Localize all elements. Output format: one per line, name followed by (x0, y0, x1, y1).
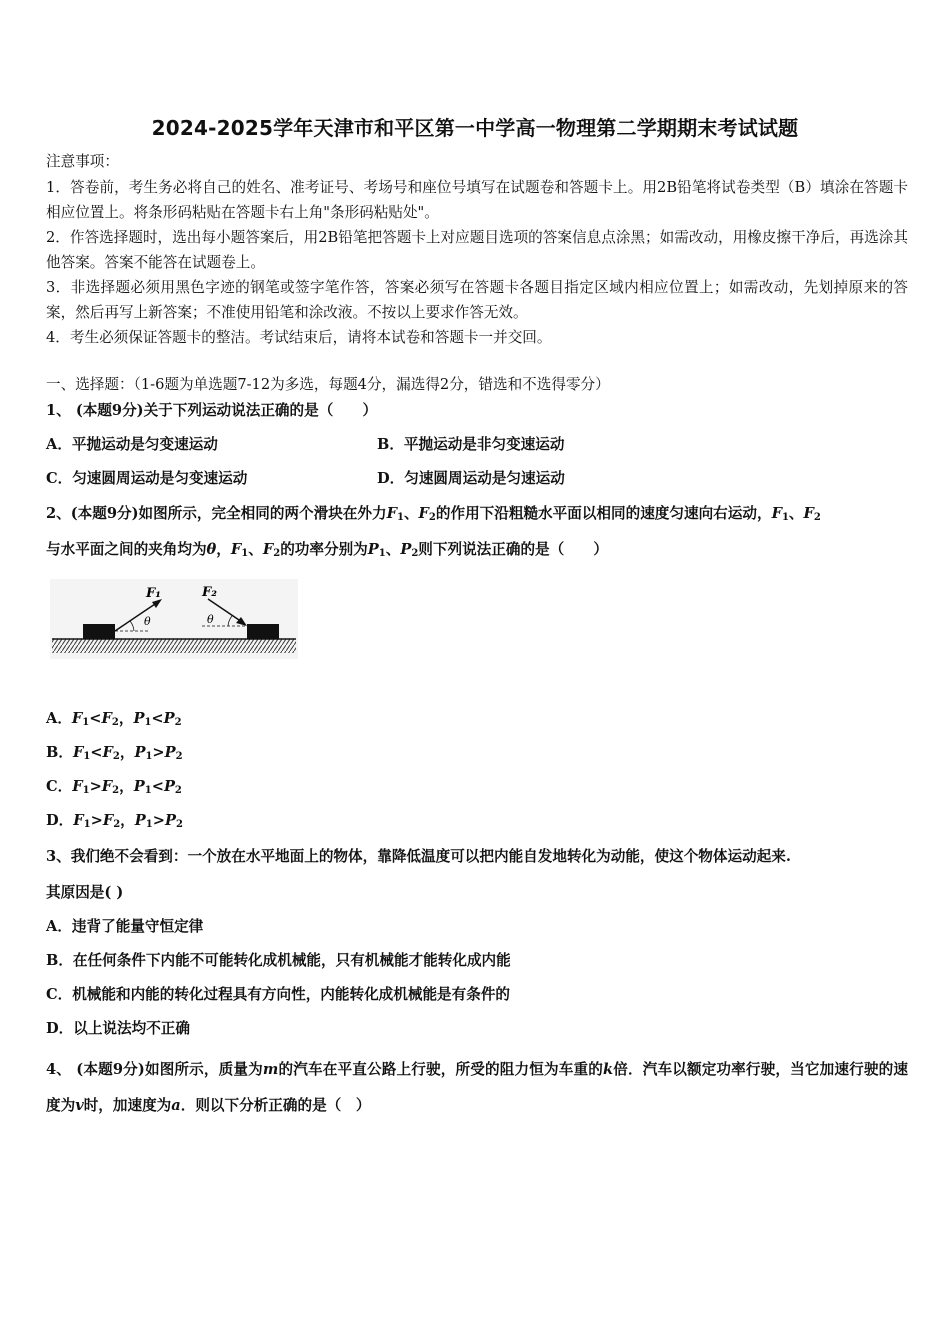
q2-text-part: 则下列说法正确的是（ ） (418, 541, 609, 558)
option-label: C． (46, 778, 73, 795)
subscript: 2 (175, 819, 183, 830)
q2-text-part: 的作用下沿粗糙水平面以相同的速度匀速向右运动， (435, 505, 772, 522)
relation: > (90, 812, 103, 829)
question-3-option-c: C．机械能和内能的转化过程具有方向性，内能转化成机械能是有条件的 (46, 986, 511, 1003)
subscript: 1 (781, 512, 789, 523)
separator: 、 (403, 505, 419, 522)
subscript: 2 (411, 548, 419, 559)
subscript: 2 (112, 785, 120, 796)
question-4-stem (46, 1052, 908, 1124)
force-symbol: F (73, 812, 84, 829)
subscript: 2 (813, 512, 821, 523)
relation: < (151, 710, 164, 727)
subscript: 2 (112, 751, 120, 762)
q2-text-part: 的功率分别为 (280, 541, 368, 558)
force-symbol: F (418, 505, 429, 522)
separator: 、 (248, 541, 263, 558)
subscript: 1 (82, 785, 90, 796)
force-symbol: F (771, 505, 782, 522)
power-symbol: P (164, 812, 176, 829)
q4-text-part: ．则以下分析正确的是（ ） (180, 1097, 371, 1114)
subscript: 1 (144, 785, 152, 796)
subscript: 2 (174, 785, 182, 796)
question-1-stem: 1、 (本题9分)关于下列运动说法正确的是（ ） (46, 402, 378, 419)
subscript: 2 (273, 548, 281, 559)
notice-item-3: 3．非选择题必须用黑色字迹的钢笔或签字笔作答，答案必须写在答题卡各题目指定区域内相应位置上；如需改动，先划掉原来的答案，然后再写上新答案；不准使用铅笔和涂改液。不按以上要求作答无效。 (46, 279, 908, 321)
section-heading: 一、选择题：（1-6题为单选题7-12为多选，每题4分，漏选得2分，错选和不选得零分） (46, 376, 610, 393)
subscript: 2 (111, 717, 119, 728)
force-symbol: F (72, 744, 84, 761)
subscript: 1 (396, 512, 404, 523)
question-2-stem-line-2 (46, 540, 608, 564)
power-symbol: P (134, 744, 146, 761)
question-1-option-b: B．平抛运动是非匀变速运动 (377, 436, 565, 453)
force-symbol: F (101, 778, 113, 795)
power-symbol: P (164, 744, 176, 761)
subscript: 2 (174, 717, 182, 728)
question-2-stem-line-1 (46, 504, 821, 528)
question-2-option-c (46, 777, 182, 801)
subscript: 1 (83, 819, 91, 830)
separator: ， (216, 541, 231, 558)
velocity-symbol: v (75, 1097, 84, 1114)
subscript: 1 (82, 717, 90, 728)
force-symbol: F (102, 744, 113, 761)
subscript: 2 (113, 819, 121, 830)
subscript: 1 (145, 819, 153, 830)
separator: ， (118, 710, 134, 727)
subscript: 1 (83, 751, 91, 762)
force-symbol: F (102, 812, 114, 829)
question-1-option-a: A．平抛运动是匀变速运动 (46, 436, 218, 453)
page-title: 2024-2025学年天津市和平区第一中学高一物理第二学期期末考试试题 (151, 116, 799, 140)
right-slider-block (247, 624, 279, 639)
option-label: A． (46, 710, 72, 727)
theta-label-right: θ (207, 613, 214, 626)
theta-label-left: θ (144, 615, 151, 628)
notice-item-4: 4．考生必须保证答题卡的整洁。考试结束后，请将本试卷和答题卡一并交回。 (46, 329, 552, 346)
relation: > (152, 744, 165, 761)
power-symbol: P (163, 710, 175, 727)
power-symbol: P (400, 541, 412, 558)
power-symbol: P (134, 812, 146, 829)
f1-label: F₁ (146, 586, 161, 601)
force-symbol: F (71, 710, 83, 727)
f2-label: F₂ (202, 585, 217, 600)
notice-item-1: 1．答卷前，考生务必将自己的姓名、准考证号、考场号和座位号填写在试题卷和答题卡上。用2B铅笔将试卷类型（B）填涂在答题卡相应位置上。将条形码粘贴在答题卡右上角"条形码粘贴处"。 (46, 179, 908, 221)
question-2-option-a (46, 709, 182, 733)
option-label: B． (46, 744, 73, 761)
q4-text-part: 倍．汽车以额定功率行驶，当它加速行驶的速度为 (46, 1061, 908, 1114)
force-symbol: F (386, 505, 397, 522)
mass-symbol: m (262, 1061, 279, 1078)
subscript: 2 (175, 751, 183, 762)
subscript: 1 (144, 717, 152, 728)
question-3-option-d: D．以上说法均不正确 (46, 1020, 191, 1037)
subscript: 1 (378, 548, 386, 559)
separator: ， (119, 778, 134, 795)
separator: ， (119, 744, 135, 761)
relation: < (151, 778, 164, 795)
force-symbol: F (101, 710, 112, 727)
question-3-option-b: B．在任何条件下内能不可能转化成机械能，只有机械能才能转化成内能 (46, 952, 511, 969)
acceleration-symbol: a (171, 1097, 181, 1114)
power-symbol: P (133, 778, 145, 795)
question-1-option-d: D．匀速圆周运动是匀速运动 (377, 470, 565, 487)
question-3-stem-line-1: 3、我们绝不会看到：一个放在水平地面上的物体，靠降低温度可以把内能自发地转化为动能，使这个物体运动起来. (46, 848, 791, 865)
power-symbol: P (163, 778, 175, 795)
q2-text-part: 2、(本题9分)如图所示，完全相同的两个滑块在外力 (46, 505, 387, 522)
sliders-figure (50, 579, 298, 659)
left-slider-block (83, 624, 115, 639)
power-symbol: P (367, 541, 379, 558)
k-symbol: k (602, 1061, 614, 1078)
question-3-option-a: A．违背了能量守恒定律 (46, 918, 204, 935)
separator: 、 (788, 505, 804, 522)
force-symbol: F (72, 778, 83, 795)
relation: > (89, 778, 102, 795)
power-symbol: P (133, 710, 145, 727)
separator: 、 (385, 541, 401, 558)
question-2-option-b (46, 743, 183, 767)
q2-text-part: 与水平面之间的夹角均为 (46, 541, 207, 558)
separator: ， (120, 812, 135, 829)
force-symbol: F (803, 505, 814, 522)
force-symbol: F (230, 541, 242, 558)
q4-text-part: 的汽车在平直公路上行驶，所受的阻力恒为车重的 (278, 1061, 603, 1078)
subscript: 2 (428, 512, 436, 523)
subscript: 1 (241, 548, 249, 559)
question-2-option-d (46, 811, 183, 835)
ground-hatching (52, 639, 296, 653)
q4-text-part: 4、 (本题9分)如图所示，质量为 (46, 1061, 263, 1078)
theta-symbol: θ (206, 541, 217, 558)
relation: < (90, 744, 103, 761)
force-symbol: F (262, 541, 274, 558)
notice-heading: 注意事项： (46, 153, 119, 170)
option-label: D． (46, 812, 74, 829)
q4-text-part: 时，加速度为 (83, 1097, 172, 1114)
subscript: 1 (145, 751, 153, 762)
relation: > (152, 812, 165, 829)
notice-item-2: 2．作答选择题时，选出每小题答案后，用2B铅笔把答题卡上对应题目选项的答案信息点涂黑；如需改动，用橡皮擦干净后，再选涂其他答案。答案不能答在试题卷上。 (46, 229, 908, 271)
question-1-option-c: C．匀速圆周运动是匀变速运动 (46, 470, 248, 487)
relation: < (89, 710, 102, 727)
question-3-stem-line-2: 其原因是( ) (46, 884, 124, 901)
